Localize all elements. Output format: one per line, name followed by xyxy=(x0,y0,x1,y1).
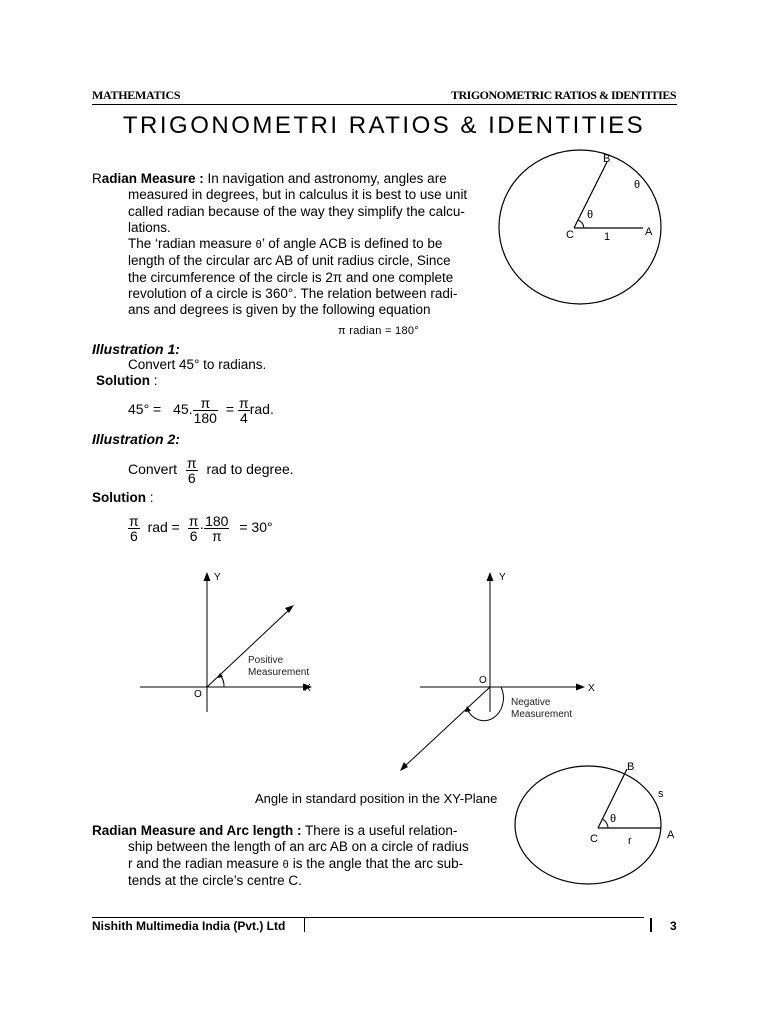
radian-line: called radian because of the way they simplify the calcu- xyxy=(128,203,465,219)
arc-length-figure xyxy=(490,755,690,890)
illustration-2-title: Illustration 2: xyxy=(92,431,180,447)
illustration-1-question: Convert 45° to radians. xyxy=(128,357,267,372)
y-arrow xyxy=(204,572,211,581)
illustration-1-solution-label: Solution : xyxy=(96,373,158,388)
label-negative: Negative xyxy=(511,697,551,708)
label-measurement: Measurement xyxy=(248,667,310,678)
ray-arrow xyxy=(400,762,408,771)
unit-circle-figure xyxy=(480,145,680,315)
label-measurement: Measurement xyxy=(511,709,573,720)
label-theta: θ xyxy=(610,813,617,825)
circle xyxy=(499,150,661,304)
label-y: Y xyxy=(499,572,506,583)
footer-publisher: Nishith Multimedia India (Pvt.) Ltd xyxy=(92,919,286,933)
label-y: Y xyxy=(214,572,221,583)
label-c: C xyxy=(566,229,574,241)
negative-angle-plane xyxy=(395,565,605,780)
fraction: $\frac{\pi}{4}$ xyxy=(239,395,249,426)
radian-line: length of the circular arc AB of unit radius circle, Since xyxy=(128,253,451,269)
angle-arc xyxy=(602,819,608,828)
label-radius: 1 xyxy=(604,231,611,243)
page-number: 3 xyxy=(670,919,677,933)
radian-line: measured in degrees, but in calculus it is best to use unit xyxy=(128,187,468,203)
arc-length-section: Radian Measure and Arc length : There is a useful relation- ship between the length of an arc AB on a circle of radius r and the radian measure θ is the angle that the arc sub- tends at the circle’s centre C. xyxy=(92,823,492,889)
terminal-ray xyxy=(404,687,490,767)
footer-rule xyxy=(92,917,644,918)
header-chapter: TRIGONOMETRIC RATIOS & IDENTITIES xyxy=(451,88,676,102)
label-x: X xyxy=(304,683,311,694)
radian-measure-section xyxy=(92,171,477,319)
label-s: s xyxy=(658,788,664,800)
radian-line: lations. xyxy=(128,219,171,235)
header-rule xyxy=(92,104,677,105)
header-subject: MATHEMATICS xyxy=(92,88,181,102)
y-arrow xyxy=(487,572,494,581)
illustration-1-solution: 45° = 45. $\frac{\pi}{180}$ = $\frac{\pi}{4}$ rad. xyxy=(128,395,274,426)
arc-line: tends at the circle’s centre C. xyxy=(128,872,302,888)
x-arrow xyxy=(576,684,585,691)
label-theta-arc: θ xyxy=(634,179,641,191)
label-b: B xyxy=(603,153,611,165)
fraction: $\frac{\pi}{6}$ xyxy=(129,513,139,544)
illustration-2-solution-label: Solution : xyxy=(92,490,154,505)
fraction: $\frac{\pi}{6}$ xyxy=(188,513,199,544)
label-theta-angle: θ xyxy=(587,209,594,221)
figure-caption: Angle in standard position in the XY-Plane xyxy=(255,791,498,806)
radian-line: The ‘radian measure θ’ of angle ACB is defined to be xyxy=(128,236,443,252)
radian-line: the circumference of the circle is 2π and one complete xyxy=(128,269,454,285)
radian-heading: adian Measure : xyxy=(101,171,204,186)
radian-equation: π radian = 180° xyxy=(338,325,420,337)
footer-page-divider xyxy=(650,918,652,932)
two-pi-symbol: 2π xyxy=(325,269,343,285)
illustration-2-solution: $\frac{\pi}{6}$ rad = $\frac{\pi}{6}$ · $\frac{180}{\pi}$ = 30° xyxy=(129,513,273,544)
circle xyxy=(515,766,661,884)
label-c: C xyxy=(590,833,598,845)
radian-text-1: In navigation and astronomy, angles are xyxy=(203,171,447,186)
angle-arc xyxy=(578,220,584,228)
label-r: r xyxy=(628,835,632,847)
label-a: A xyxy=(667,829,675,841)
fraction: $\frac{\pi}{180}$ xyxy=(193,395,217,426)
label-positive: Positive xyxy=(248,655,284,666)
positive-angle-plane xyxy=(130,565,330,715)
arc-heading: Radian Measure and Arc length : xyxy=(92,823,302,838)
label-x: X xyxy=(588,683,595,694)
theta-symbol: θ xyxy=(255,239,262,252)
illustration-2-question: Convert $\frac{\pi}{6}$ rad to degree. xyxy=(128,455,294,486)
arc-line: ship between the length of an arc AB on a circle of radius xyxy=(128,839,469,855)
footer-divider xyxy=(304,918,305,932)
label-origin: O xyxy=(194,689,202,700)
illustration-1-title: Illustration 1: xyxy=(92,341,180,357)
radian-line: revolution of a circle is 360°. The relation between radi- xyxy=(128,286,458,302)
radian-line: ans and degrees is given by the following equation xyxy=(128,302,431,318)
fraction: $\frac{\pi}{6}$ xyxy=(186,455,197,486)
arc-line: r and the radian measure θ is the angle that the arc sub- xyxy=(128,855,464,871)
label-a: A xyxy=(645,226,653,238)
fraction: $\frac{180}{\pi}$ xyxy=(205,513,229,544)
drop-initial: R xyxy=(92,171,102,186)
label-origin: O xyxy=(479,675,487,686)
page-title: TRIGONOMETRI RATIOS & IDENTITIES xyxy=(122,112,646,139)
label-b: B xyxy=(627,761,635,773)
